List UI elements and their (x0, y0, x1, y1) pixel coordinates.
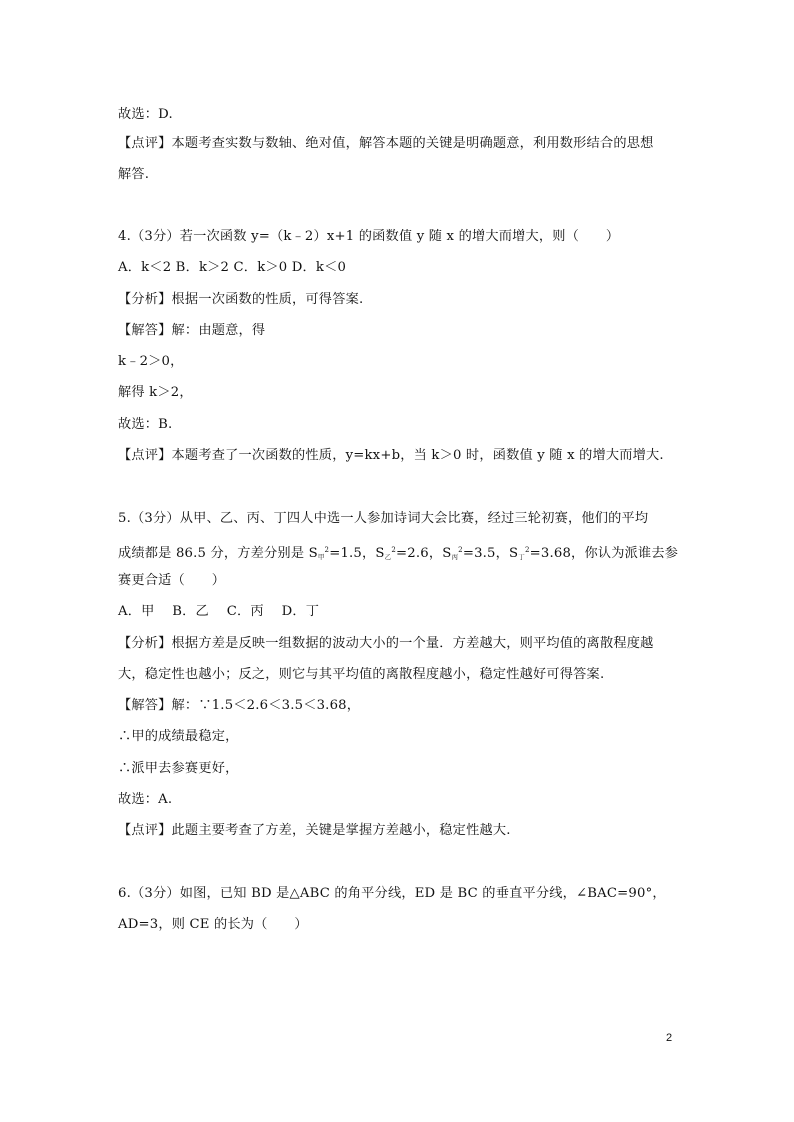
q5-q2-part-d: =3.5，S (462, 546, 519, 561)
q5-question-line-3: 赛更合适（ ） (118, 573, 226, 588)
page-number: 2 (666, 1032, 673, 1044)
q5-q2-part-b: =1.5，S (329, 546, 385, 561)
q5-choice: 故选：A. (118, 792, 173, 807)
subscript-yi: 乙 (384, 553, 392, 561)
q4-solution-line-2: k﹣2＞0， (118, 354, 184, 369)
q5-question-line-1: 5.（3分）从甲、乙、丙、丁四人中选一人参加诗词大会比赛，经过三轮初赛，他们的平均 (118, 511, 649, 526)
q5-solution-line-1: 【解答】解：∵1.5＜2.6＜3.5＜3.68， (118, 698, 361, 713)
q4-choice: 故选：B. (118, 417, 173, 432)
q5-comment: 【点评】此题主要考查了方差，关键是掌握方差越小，稳定性越大. (118, 823, 511, 838)
superscript-two: 2 (524, 546, 530, 554)
q6-question-line-1: 6.（3分）如图，已知 BD 是△ABC 的角平分线，ED 是 BC 的垂直平分线，∠BAC=90°， (118, 886, 666, 901)
subscript-ding: 丁 (518, 553, 525, 561)
q5-options: A．甲 B．乙 C．丙 D．丁 (118, 604, 320, 619)
q5-q2-part-a: 成绩都是 86.5 分，方差分别是 S (118, 546, 318, 561)
q5-question-line-2 (118, 541, 678, 566)
q5-analysis-line-1: 【分析】根据方差是反映一组数据的波动大小的一个量．方差越大，则平均值的离散程度越 (118, 636, 654, 651)
q5-analysis-line-2: 大，稳定性也越小；反之，则它与其平均值的离散程度越小，稳定性越好可得答案. (118, 667, 605, 682)
superscript-two: 2 (391, 546, 397, 554)
q4-solution-line-3: 解得 k＞2， (118, 385, 193, 400)
q5-solution-line-3: ∴派甲去参赛更好， (118, 761, 239, 776)
q3-choice: 故选：D. (118, 107, 173, 122)
q5-q2-part-c: =2.6，S (396, 546, 452, 561)
q4-solution-line-1: 【解答】解：由题意，得 (118, 323, 266, 338)
q4-question: 4.（3分）若一次函数 y=（k﹣2）x+1 的函数值 y 随 x 的增大而增大，则（ ） (118, 229, 620, 244)
q4-analysis: 【分析】根据一次函数的性质，可得答案. (118, 292, 364, 307)
q6-question-line-2: AD=3，则 CE 的长为（ ） (118, 917, 308, 932)
q5-solution-line-2: ∴甲的成绩最稳定， (118, 729, 239, 744)
q5-q2-part-e: =3.68，你认为派谁去参 (529, 546, 679, 561)
subscript-bing: 丙 (451, 553, 459, 561)
q3-comment-line-1: 【点评】本题考查实数与数轴、绝对值，解答本题的关键是明确题意，利用数形结合的思想 (118, 136, 654, 151)
q3-comment-line-2: 解答. (118, 167, 150, 182)
q4-options: A．k＜2 B．k＞2 C．k＞0 D．k＜0 (118, 260, 347, 275)
q4-comment: 【点评】本题考查了一次函数的性质，y=kx+b，当 k＞0 时，函数值 y 随 x 的增大而增大. (118, 448, 664, 463)
superscript-two: 2 (324, 546, 330, 554)
superscript-two: 2 (458, 546, 463, 554)
subscript-jia: 甲 (317, 553, 325, 561)
